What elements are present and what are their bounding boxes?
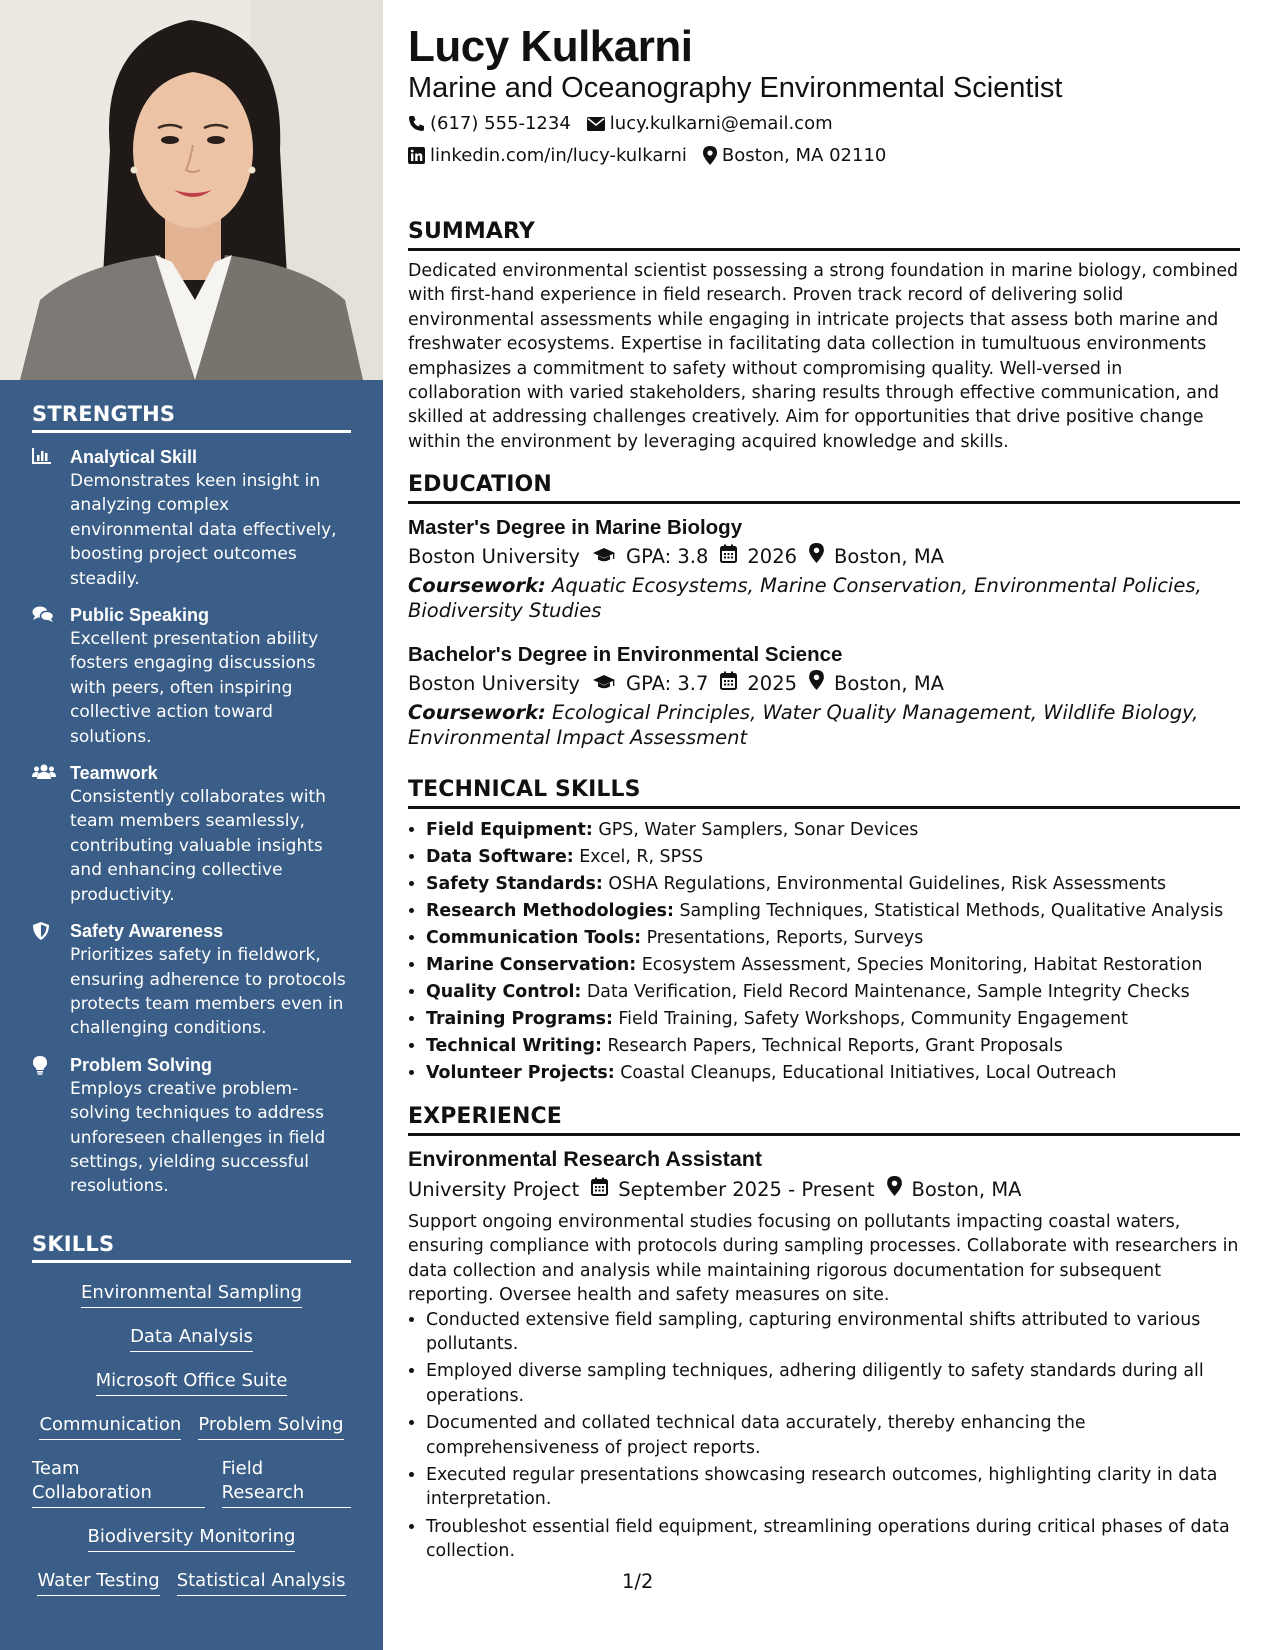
- education-item: [408, 514, 1240, 623]
- skill-label: Safety Standards:: [426, 874, 603, 894]
- phone-link[interactable]: (617) 555-1234: [430, 113, 571, 134]
- lightbulb-icon: [32, 1053, 70, 1199]
- job-dates: September 2025 - Present: [618, 1178, 875, 1201]
- list-item: • Employed diverse sampling techniques, adhering diligently to safety standards during all operations.: [426, 1359, 1240, 1408]
- envelope-icon: [587, 117, 605, 131]
- skill-tag: Biodiversity Monitoring: [88, 1525, 296, 1552]
- shield-icon: [32, 919, 70, 1041]
- skill-value: Ecosystem Assessment, Species Monitoring, Habitat Restoration: [636, 955, 1203, 975]
- list-item: [426, 844, 1240, 871]
- education-item: [408, 641, 1240, 750]
- strength-title: Problem Solving: [70, 1054, 213, 1075]
- location-text: Boston, MA 02110: [721, 145, 887, 166]
- gpa-text: GPA: 3.7: [625, 672, 709, 696]
- strength-desc: Consistently collaborates with team members seamlessly, contributing valuable insights and enhancing collective productivity.: [70, 787, 326, 905]
- summary-text: Dedicated environmental scientist possessing a strong foundation in marine biology, combined with first-hand experience in field research. Proven track record of delivering solid environmental assessments while engaging in intricate projects that assess both marine and freshwater ecosystems. Expertise in facilitating data collection in tumultuous environments emphasizes a commitment to safety without compromising quality. Well-versed in collaboration with varied stakeholders, sharing results through effective communication, and skilled at addressing challenges creatively. Aim for opportunities that drive positive change within the environment by leveraging acquired knowledge and skills.: [408, 261, 1239, 452]
- technical-skills-heading: TECHNICAL SKILLS: [408, 777, 1240, 809]
- calendar-icon: [720, 669, 737, 699]
- page-number: 1/2: [622, 1570, 654, 1593]
- strength-item: [32, 603, 351, 749]
- education-location: Boston, MA: [834, 545, 944, 568]
- list-item: • Troubleshot essential field equipment, streamlining operations during critical phases of data collection.: [426, 1515, 1240, 1564]
- list-item: [426, 898, 1240, 925]
- strength-item: [32, 1053, 351, 1199]
- coursework-text: Aquatic Ecosystems, Marine Conservation, Environmental Policies, Biodiversity Studies: [408, 574, 1202, 622]
- skills-section: [32, 1232, 351, 1613]
- coursework-label: Coursework:: [408, 574, 546, 597]
- list-item: [426, 925, 1240, 952]
- skill-value: Field Training, Safety Workshops, Community Engagement: [612, 1009, 1128, 1029]
- location-pin-icon: [809, 542, 824, 572]
- summary-section: [408, 219, 1240, 454]
- skills-heading: SKILLS: [32, 1232, 351, 1263]
- skill-label: Quality Control:: [426, 982, 582, 1002]
- strengths-heading: STRENGTHS: [32, 402, 351, 433]
- location-pin-icon: [809, 669, 824, 699]
- contact-row: [408, 145, 886, 166]
- skill-tag: Environmental Sampling: [81, 1281, 302, 1308]
- gpa-text: GPA: 3.8: [625, 545, 709, 568]
- skill-value: Excel, R, SPSS: [573, 847, 704, 867]
- strength-title: Safety Awareness: [70, 921, 224, 942]
- strength-title: Teamwork: [70, 763, 158, 784]
- skill-tag: Statistical Analysis: [177, 1569, 346, 1596]
- strength-desc: Excellent presentation ability fosters engaging discussions with peers, often inspiring collective action toward solutions.: [70, 629, 319, 747]
- skill-value: OSHA Regulations, Environmental Guidelines, Risk Assessments: [602, 874, 1167, 894]
- calendar-icon: [591, 1174, 608, 1206]
- school-name: Boston University: [408, 672, 580, 696]
- bar-chart-icon: [32, 445, 70, 591]
- year-text: 2025: [747, 672, 798, 696]
- strength-desc: Prioritizes safety in fieldwork, ensuring adherence to protocols protects team members even in challenging conditions.: [70, 945, 346, 1039]
- coursework: [408, 574, 1240, 623]
- strength-title: Public Speaking: [70, 605, 210, 626]
- strength-item: [32, 445, 351, 591]
- list-item: • Executed regular presentations showcasing research outcomes, highlighting clarity in data interpretation.: [426, 1463, 1240, 1512]
- skill-tag: Problem Solving: [198, 1413, 343, 1440]
- strength-item: [32, 919, 351, 1041]
- experience-heading: EXPERIENCE: [408, 1104, 1240, 1136]
- skill-label: Technical Writing:: [426, 1036, 602, 1056]
- skill-value: Research Papers, Technical Reports, Grant Proposals: [601, 1036, 1063, 1056]
- strength-title: Analytical Skill: [70, 447, 198, 467]
- school-name: Boston University: [408, 545, 580, 568]
- location-pin-icon: [703, 146, 717, 165]
- skill-label: Data Software:: [426, 847, 574, 867]
- strength-desc: Employs creative problem-solving techniques to address unforeseen challenges in field settings, yielding successful resolutions.: [70, 1078, 326, 1197]
- technical-skills-section: [408, 777, 1240, 1087]
- coursework-text: Ecological Principles, Water Quality Management, Wildlife Biology, Environmental Impact Assessment: [408, 701, 1199, 749]
- phone-icon: [408, 115, 425, 132]
- sidebar: [0, 0, 383, 1650]
- email-link[interactable]: lucy.kulkarni@email.com: [609, 113, 833, 134]
- skill-label: Training Programs:: [426, 1009, 613, 1029]
- list-item: [426, 1006, 1240, 1033]
- job-title: Marine and Oceanography Environmental Scientist: [408, 72, 1063, 104]
- chat-bubbles-icon: [32, 603, 70, 749]
- skill-tag: Field Research: [222, 1457, 351, 1508]
- skill-tag: Communication: [39, 1413, 181, 1440]
- list-item: • Documented and collated technical data accurately, thereby enhancing the comprehensiveness of project reports.: [426, 1411, 1240, 1460]
- list-item: [426, 1060, 1240, 1087]
- linkedin-icon: [408, 147, 425, 164]
- strength-desc: Demonstrates keen insight in analyzing complex environmental data effectively, boosting project outcomes steadily.: [70, 471, 337, 589]
- users-icon: [32, 761, 70, 907]
- degree-title: Master's Degree in Marine Biology: [408, 516, 743, 539]
- list-item: [426, 979, 1240, 1006]
- job-location: Boston, MA: [911, 1178, 1022, 1201]
- graduation-cap-icon: [592, 542, 616, 572]
- list-item: [426, 1033, 1240, 1060]
- skill-value: Data Verification, Field Record Maintenance, Sample Integrity Checks: [581, 982, 1190, 1002]
- skill-tag: Microsoft Office Suite: [96, 1369, 288, 1396]
- skill-label: Research Methodologies:: [426, 901, 674, 921]
- location-pin-icon: [887, 1174, 902, 1206]
- graduation-cap-icon: [592, 669, 616, 699]
- education-section: [408, 472, 1240, 750]
- skill-value: Sampling Techniques, Statistical Methods, Qualitative Analysis: [673, 901, 1224, 921]
- skill-label: Volunteer Projects:: [426, 1063, 615, 1083]
- education-location: Boston, MA: [834, 672, 944, 696]
- degree-title: Bachelor's Degree in Environmental Science: [408, 643, 843, 667]
- organization-name: University Project: [408, 1178, 580, 1201]
- candidate-name: Lucy Kulkarni: [408, 22, 693, 71]
- strengths-section: [32, 402, 351, 1211]
- calendar-icon: [720, 542, 737, 572]
- skill-value: Presentations, Reports, Surveys: [641, 928, 924, 948]
- coursework-label: Coursework:: [408, 701, 546, 725]
- summary-heading: SUMMARY: [408, 219, 1240, 251]
- linkedin-link[interactable]: linkedin.com/in/lucy-kulkarni: [430, 145, 687, 166]
- education-heading: EDUCATION: [408, 472, 1240, 504]
- strength-item: [32, 761, 351, 907]
- coursework: [408, 701, 1240, 750]
- technical-skills-list: [408, 817, 1240, 1087]
- skill-label: Field Equipment:: [426, 820, 593, 840]
- skill-value: GPS, Water Samplers, Sonar Devices: [592, 820, 919, 840]
- job-bullets: [408, 1308, 1240, 1564]
- skill-value: Coastal Cleanups, Educational Initiatives, Local Outreach: [614, 1063, 1117, 1083]
- skill-label: Marine Conservation:: [426, 955, 637, 975]
- list-item: [426, 817, 1240, 844]
- job-name: Environmental Research Assistant: [408, 1147, 763, 1171]
- skill-tag: Data Analysis: [130, 1325, 253, 1352]
- contact-row: [408, 113, 833, 134]
- skill-label: Communication Tools:: [426, 928, 642, 948]
- profile-photo: [0, 0, 383, 380]
- list-item: [426, 952, 1240, 979]
- year-text: 2026: [747, 545, 798, 568]
- skill-tag: Water Testing: [37, 1569, 159, 1596]
- skill-tag: Team Collaboration: [32, 1457, 205, 1508]
- list-item: • Conducted extensive field sampling, capturing environmental shifts attributed to various pollutants.: [426, 1308, 1240, 1357]
- list-item: [426, 871, 1240, 898]
- job-description: Support ongoing environmental studies focusing on pollutants impacting coastal waters, ensuring compliance with protocols during sampling processes. Collaborate with researchers in data collection and analysis while maintaining rigorous documentation for subsequent reporting. Oversee health and safety measures on site.: [408, 1212, 1239, 1306]
- experience-section: [408, 1104, 1240, 1567]
